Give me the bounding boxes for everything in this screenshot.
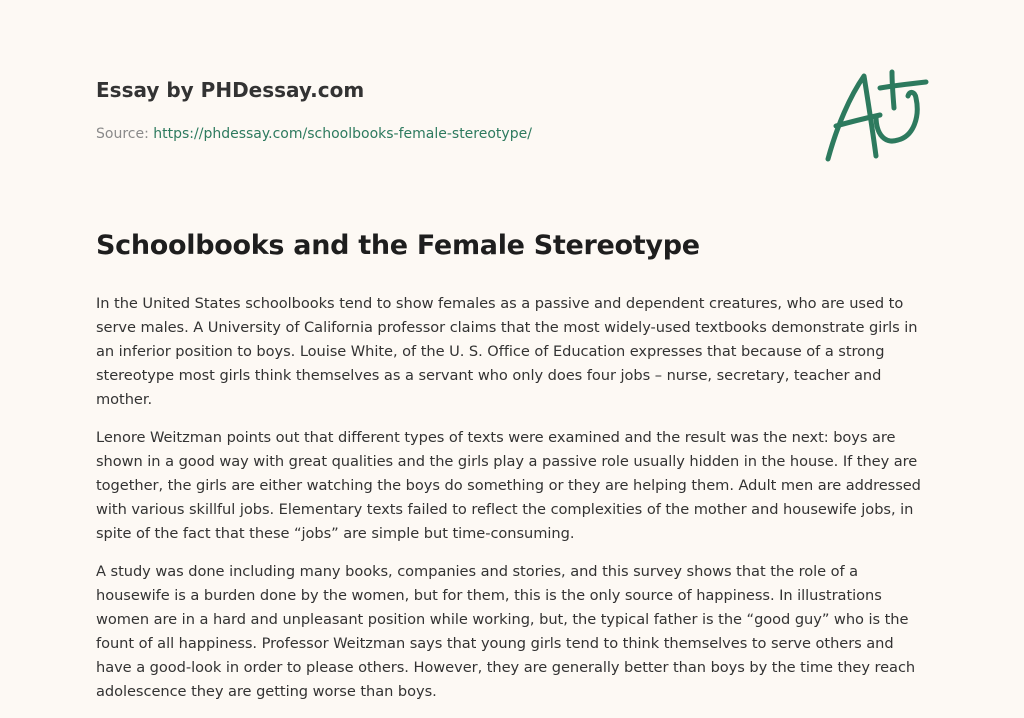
a-plus-grade-icon	[822, 66, 932, 166]
essay-paragraph: In the United States schoolbooks tend to show females as a passive and dependent creatures, who are used to serve males. A University of California professor claims that the most widely-used textbooks demonstrate girls in an inferior position to boys. Louise White, of the U. S. Office of Education expresses that because of a strong stereotype most girls think themselves as a servant who only does four jobs – nurse, secretary, teacher and mother.	[96, 295, 918, 408]
source-line	[96, 124, 736, 144]
essay-paragraph: A study was done including many books, companies and stories, and this survey shows that the role of a housewife is a burden done by the women, but for them, this is the only source of happiness. In illustrations women are in a hard and unpleasant position while working, but, the typical father is the “good guy” who is the fount of all happiness. Professor Weitzman says that young girls tend to think themselves to serve others and have a good-look in order to please others. However, they are generally better than boys by the time they reach adolescence they are getting worse than boys.	[96, 563, 916, 700]
essay-paragraph: Lenore Weitzman points out that different types of texts were examined and the result was the next: boys are shown in a good way with great qualities and the girls play a passive role usually hidden in the house. If they are together, the girls are either watching the boys do something or they are helping them. Adult men are addressed with various skillful jobs. Elementary texts failed to reflect the complexities of the mother and housewife jobs, in spite of the fact that these “jobs” are simple but time-consuming.	[96, 429, 921, 542]
site-brand: Essay by PHDessay.com	[96, 78, 365, 102]
source-label: Source:	[96, 126, 154, 142]
source-link[interactable]: https://phdessay.com/schoolbooks-female-stereotype/	[153, 126, 532, 142]
essay-header	[96, 76, 736, 144]
essay-article	[96, 226, 930, 718]
essay-title: Schoolbooks and the Female Stereotype	[96, 230, 700, 261]
